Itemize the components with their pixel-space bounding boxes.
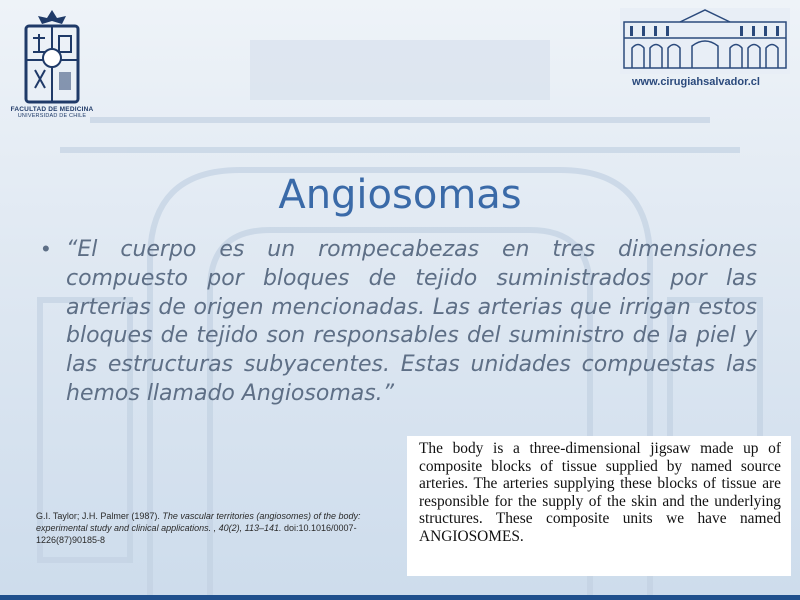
citation-article: The vascular territories (angiosomes) of the body: experimental study and clinical applications. , 40(2), 113–141. — [36, 511, 361, 533]
bottom-border — [0, 595, 800, 600]
reference-citation — [36, 510, 396, 546]
quote-bullet — [42, 236, 757, 409]
bullet-mark: • — [42, 236, 50, 261]
english-excerpt-text: The body is a three-dimensional jigsaw made up of composite blocks of tissue supplied by named source arteries. The arteries supplying these blocks of tissue are responsible for the supply of the skin and the underlying structures. These composite units we have named ANGIOSOMES. — [419, 440, 781, 545]
slide-title: Angiosomas — [278, 172, 522, 218]
university-seal-icon — [21, 8, 83, 104]
faculty-name: FACULTAD DE MEDICINA — [10, 106, 94, 113]
university-name: UNIVERSIDAD DE CHILE — [17, 113, 87, 119]
website-url[interactable]: www.cirugiahsalvador.cl — [632, 76, 760, 88]
citation-authors: G.I. Taylor; J.H. Palmer (1987). — [36, 511, 160, 521]
english-excerpt-box — [407, 436, 791, 576]
quote-text: “El cuerpo es un rompecabezas en tres dimensiones compuesto por bloques de tejido suministrados por las arterias de origen mencionadas. Las arterias que irrigan estos bloques de tejido son responsables del suministro de la piel y las estructuras subyacentes. Estas unidades compuestas las hemos llamado Angiosomas.” — [66, 237, 757, 406]
citation-doi: doi:10.1016/0007-1226(87)90185-8 — [36, 523, 357, 545]
faculty-logo — [6, 8, 98, 138]
